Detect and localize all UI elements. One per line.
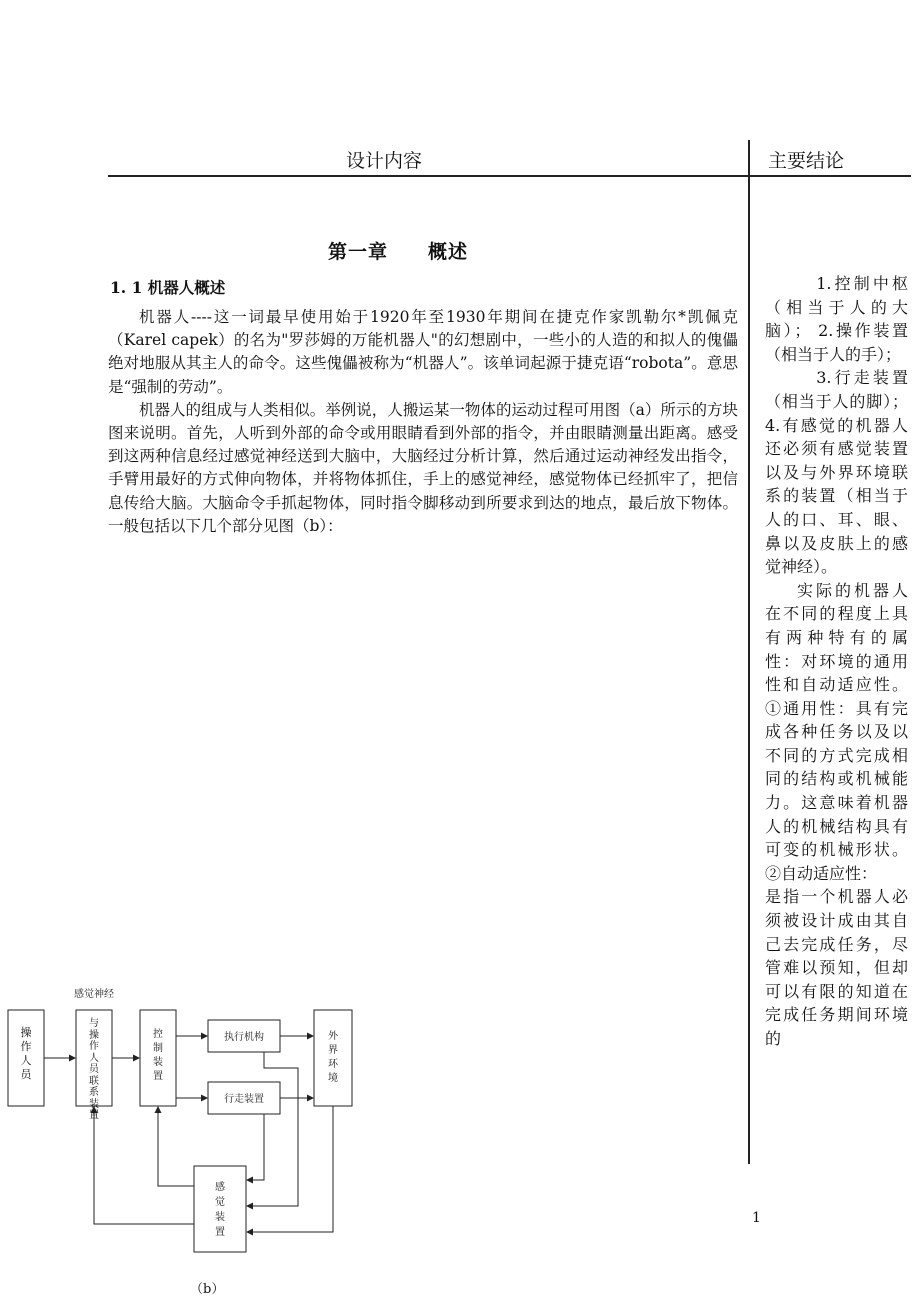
environment-label: 外界环境 xyxy=(328,1031,338,1084)
robot-block-diagram xyxy=(0,980,380,1302)
sidebar-conclusions xyxy=(765,272,908,1051)
sensor-label: 感觉装置 xyxy=(215,1182,225,1238)
main-text xyxy=(108,306,738,538)
paragraph-intro: 机器人----这一词最早使用始于1920年至1930年期间在捷克作家凯勒尔*凯佩克（Karel capek）的名为"罗莎姆的万能机器人"的幻想剧中，一些小的人造的和拟人的傀儡绝对地服从其主人的命令。这些傀儡被称为“机器人”。该单词起源于捷克语“robota”。意思是“强制的劳动”。 xyxy=(108,308,738,396)
sidebar-paragraph-2: 3.行走装置（相当于人的脚）； 4.有感觉的机器人还必须有感觉装置以及与外界环境联系的装置（相当于人的口、耳、眼、鼻以及皮肤上的感觉神经）。 xyxy=(765,368,908,577)
control-label: 控制装置 xyxy=(153,1029,163,1082)
page-number: 1 xyxy=(752,1210,761,1226)
diagram-caption: （b） xyxy=(190,1282,225,1297)
sidebar-paragraph-4: 是指一个机器人必须被设计成由其自己去完成任务，尽管难以预知，但却可以有限的知道在完成任务期间环境的 xyxy=(765,887,908,1048)
walking-label: 行走装置 xyxy=(224,1094,264,1105)
header-design-content: 设计内容 xyxy=(346,150,423,172)
diagram-top-label: 感觉神经 xyxy=(74,989,114,1000)
paragraph-composition: 机器人的组成与人类相似。举例说，人搬运某一物体的运动过程可用图（a）所示的方块图来说明。首先，人听到外部的命令或用眼睛看到外部的指令，并由眼睛测量出距离。感受到这两种信息经过感觉神经送到大脑中，大脑经过分析计算，然后通过运动神经发出指令，手臂用最好的方式伸向物体，并将物体抓住，手上的感觉神经，感觉物体已经抓牢了，把信息传给大脑。大脑命令手抓起物体，同时指令脚移动到所要求到达的地点，最后放下物体。一般包括以下几个部分见图（b）： xyxy=(108,400,738,535)
interface-label: 与操作人员联系装置 xyxy=(89,1018,99,1121)
column-divider xyxy=(748,140,750,1164)
sidebar-paragraph-3: 实际的机器人在不同的程度上具有两种特有的属性：对环境的通用性和自动适应性。①通用性：具有完成各种任务以及以不同的方式完成相同的结构或机械能力。这意味着机器人的机械结构具有可变的机械形状。②自动适应性： xyxy=(765,580,908,883)
sidebar-paragraph-1: 1.控制中枢（相当于人的大脑）； 2.操作装置（相当于人的手）； xyxy=(765,274,908,364)
operator-label: 操作人员 xyxy=(20,1026,32,1081)
chapter-title: 第一章 概述 xyxy=(328,241,469,263)
actuator-label: 执行机构 xyxy=(224,1032,264,1043)
header-underline xyxy=(108,175,911,177)
section-title: 1. 1 机器人概述 xyxy=(110,278,226,297)
header-main-conclusion: 主要结论 xyxy=(768,150,845,172)
